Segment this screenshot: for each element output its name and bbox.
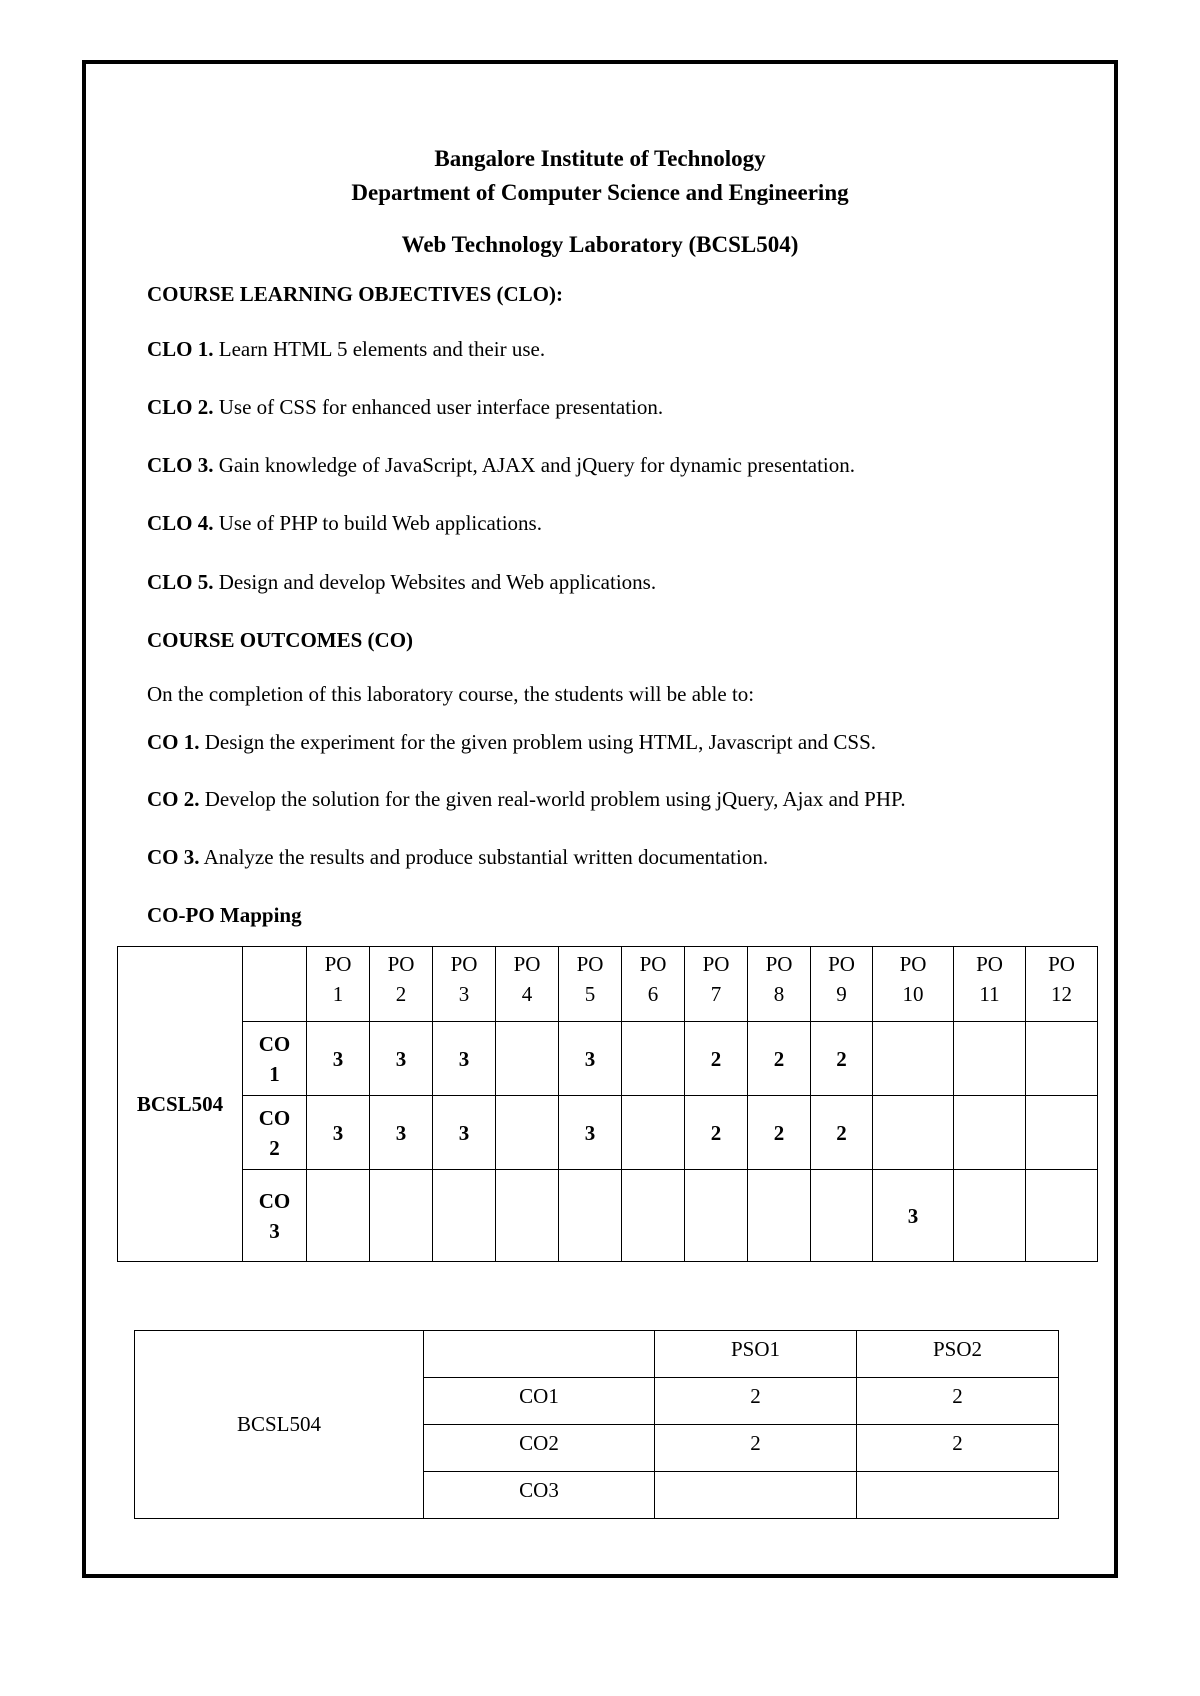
- mapping-cell: [622, 1022, 685, 1096]
- po-header: PO 12: [1026, 947, 1098, 1022]
- mapping-cell: [559, 1170, 622, 1262]
- clo-item: [147, 453, 855, 478]
- po-header: PO 2: [370, 947, 433, 1022]
- mapping-cell: 2: [655, 1378, 857, 1425]
- table-row: [118, 1096, 1098, 1170]
- clo-label: CLO 5.: [147, 570, 214, 594]
- clo-text: Design and develop Websites and Web applications.: [213, 570, 657, 594]
- clo-label: CLO 1.: [147, 337, 214, 361]
- mapping-cell: 3: [370, 1022, 433, 1096]
- clo-label: CLO 2.: [147, 395, 214, 419]
- table-header-row: [118, 947, 1098, 1022]
- pso-header: PSO1: [655, 1331, 857, 1378]
- mapping-cell: 3: [307, 1022, 370, 1096]
- mapping-cell: [1026, 1096, 1098, 1170]
- course-title: Web Technology Laboratory (BCSL504): [401, 232, 799, 257]
- co-item: [147, 730, 876, 755]
- clo-text: Gain knowledge of JavaScript, AJAX and jQuery for dynamic presentation.: [213, 453, 856, 477]
- po-header: PO 3: [433, 947, 496, 1022]
- clo-item: [147, 337, 545, 362]
- co-item: [147, 845, 768, 870]
- mapping-cell: 2: [857, 1378, 1059, 1425]
- mapping-cell: [954, 1170, 1026, 1262]
- co-intro: On the completion of this laboratory course, the students will be able to:: [147, 682, 755, 706]
- clo-label: CLO 3.: [147, 453, 214, 477]
- mapping-cell: [655, 1472, 857, 1519]
- co-label-cell: CO 3: [243, 1170, 307, 1262]
- mapping-cell: [433, 1170, 496, 1262]
- mapping-cell: 2: [811, 1096, 873, 1170]
- co-label-cell: CO 2: [243, 1096, 307, 1170]
- mapping-cell: [954, 1022, 1026, 1096]
- clo-text: Use of CSS for enhanced user interface presentation.: [213, 395, 664, 419]
- co-text: Design the experiment for the given problem using HTML, Javascript and CSS.: [199, 730, 877, 754]
- mapping-cell: [857, 1472, 1059, 1519]
- mapping-cell: 3: [433, 1096, 496, 1170]
- mapping-heading: CO-PO Mapping: [147, 903, 302, 927]
- institute-name: Bangalore Institute of Technology: [434, 146, 766, 171]
- mapping-cell: [748, 1170, 811, 1262]
- course-code-cell: BCSL504: [135, 1331, 424, 1519]
- co-pso-mapping-table: [134, 1330, 1059, 1519]
- mapping-cell: [370, 1170, 433, 1262]
- po-header: PO 1: [307, 947, 370, 1022]
- mapping-cell: 2: [748, 1022, 811, 1096]
- po-header: PO 4: [496, 947, 559, 1022]
- po-header: PO 9: [811, 947, 873, 1022]
- mapping-cell: 2: [811, 1022, 873, 1096]
- mapping-cell: [496, 1170, 559, 1262]
- co-text: Analyze the results and produce substantial written documentation.: [199, 845, 769, 869]
- co-label: CO 1.: [147, 730, 200, 754]
- department-name: Department of Computer Science and Engineering: [351, 180, 849, 205]
- co-label-cell: CO1: [424, 1378, 655, 1425]
- co-label-cell: CO3: [424, 1472, 655, 1519]
- clo-text: Learn HTML 5 elements and their use.: [213, 337, 546, 361]
- co-heading: COURSE OUTCOMES (CO): [147, 628, 414, 652]
- mapping-cell: 2: [685, 1096, 748, 1170]
- co-label: CO 2.: [147, 787, 200, 811]
- mapping-cell: [622, 1096, 685, 1170]
- po-header: PO 10: [873, 947, 954, 1022]
- clo-item: [147, 570, 656, 595]
- mapping-cell: 2: [748, 1096, 811, 1170]
- mapping-cell: [1026, 1170, 1098, 1262]
- mapping-cell: [954, 1096, 1026, 1170]
- clo-label: CLO 4.: [147, 511, 214, 535]
- course-code-cell: BCSL504: [118, 947, 243, 1262]
- table-row: [118, 1170, 1098, 1262]
- mapping-cell: [873, 1022, 954, 1096]
- blank-corner-cell: [424, 1331, 655, 1378]
- clo-item: [147, 395, 663, 420]
- mapping-cell: 2: [857, 1425, 1059, 1472]
- mapping-cell: [307, 1170, 370, 1262]
- table-header-row: [135, 1331, 1059, 1378]
- mapping-cell: [811, 1170, 873, 1262]
- mapping-cell: [496, 1096, 559, 1170]
- clo-item: [147, 511, 542, 536]
- mapping-cell: 2: [685, 1022, 748, 1096]
- mapping-cell: 3: [433, 1022, 496, 1096]
- po-header: PO 5: [559, 947, 622, 1022]
- mapping-cell: [685, 1170, 748, 1262]
- mapping-cell: 3: [307, 1096, 370, 1170]
- mapping-cell: 3: [559, 1022, 622, 1096]
- table-row: [118, 1022, 1098, 1096]
- co-po-mapping-table: [117, 946, 1098, 1262]
- co-item: [147, 787, 906, 812]
- pso-header: PSO2: [857, 1331, 1059, 1378]
- co-label-cell: CO2: [424, 1425, 655, 1472]
- po-header: PO 8: [748, 947, 811, 1022]
- blank-corner-cell: [243, 947, 307, 1022]
- po-header: PO 11: [954, 947, 1026, 1022]
- co-label: CO 3.: [147, 845, 200, 869]
- mapping-cell: [622, 1170, 685, 1262]
- mapping-cell: [496, 1022, 559, 1096]
- mapping-cell: 2: [655, 1425, 857, 1472]
- po-header: PO 6: [622, 947, 685, 1022]
- mapping-cell: [873, 1096, 954, 1170]
- clo-heading: COURSE LEARNING OBJECTIVES (CLO):: [147, 282, 563, 306]
- po-header: PO 7: [685, 947, 748, 1022]
- mapping-cell: 3: [873, 1170, 954, 1262]
- mapping-cell: 3: [370, 1096, 433, 1170]
- clo-text: Use of PHP to build Web applications.: [213, 511, 542, 535]
- mapping-cell: [1026, 1022, 1098, 1096]
- co-label-cell: CO 1: [243, 1022, 307, 1096]
- mapping-cell: 3: [559, 1096, 622, 1170]
- co-text: Develop the solution for the given real-world problem using jQuery, Ajax and PHP.: [199, 787, 906, 811]
